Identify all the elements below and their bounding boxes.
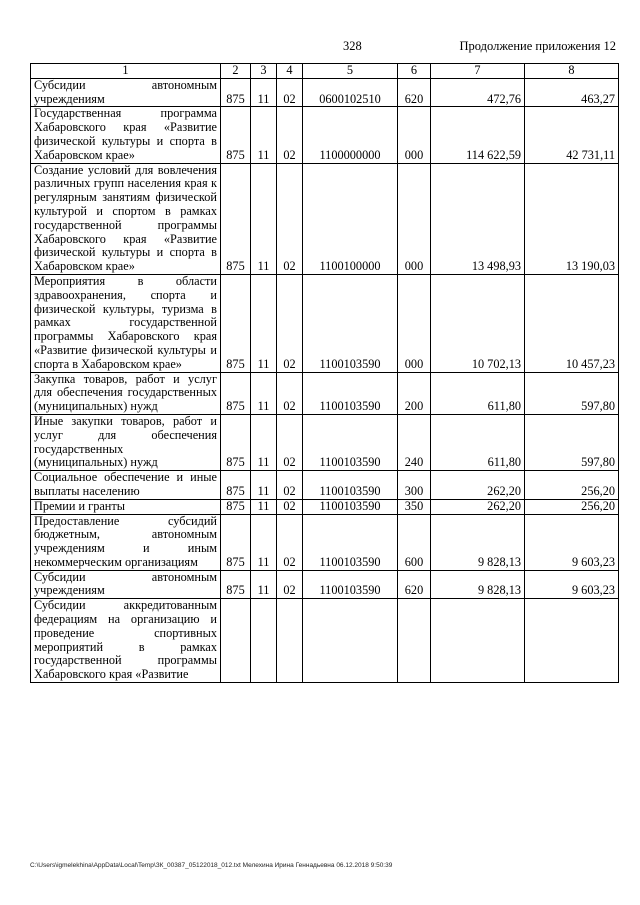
subsection-code: 02 [277,514,303,570]
ministry-code: 875 [221,78,251,107]
section-code: 11 [251,163,277,274]
section-code: 11 [251,570,277,599]
subsection-code: 02 [277,107,303,163]
ministry-code: 875 [221,570,251,599]
amount-year-1: 10 702,13 [431,274,525,372]
expense-type-code: 000 [398,274,431,372]
budget-table [30,63,619,683]
ministry-code: 875 [221,163,251,274]
target-article-code: 1100103590 [303,372,398,414]
amount-year-2: 10 457,23 [525,274,619,372]
amount-year-2: 463,27 [525,78,619,107]
amount-year-2 [525,599,619,683]
table-row [31,599,619,683]
row-description: Государственная программа Хабаровского края «Развитие физической культуры и спорта в Хабаровском крае» [31,107,221,163]
amount-year-1: 262,20 [431,471,525,500]
subsection-code: 02 [277,78,303,107]
table-row [31,372,619,414]
ministry-code: 875 [221,514,251,570]
row-description: Закупка товаров, работ и услуг для обеспечения государственных (муниципальных) нужд [31,372,221,414]
row-description: Социальное обеспечение и иные выплаты населению [31,471,221,500]
ministry-code: 875 [221,414,251,470]
expense-type-code: 200 [398,372,431,414]
table-row [31,78,619,107]
column-header: 7 [431,64,525,79]
amount-year-1: 611,80 [431,372,525,414]
table-row [31,514,619,570]
column-header: 3 [251,64,277,79]
table-row [31,107,619,163]
target-article-code: 1100103590 [303,570,398,599]
header-row [31,64,619,79]
expense-type-code: 350 [398,499,431,514]
amount-year-1: 472,76 [431,78,525,107]
ministry-code: 875 [221,499,251,514]
column-header: 6 [398,64,431,79]
section-code: 11 [251,414,277,470]
amount-year-2: 256,20 [525,471,619,500]
section-code: 11 [251,514,277,570]
row-description: Субсидии автономным учреждениям [31,78,221,107]
section-code: 11 [251,471,277,500]
amount-year-1: 611,80 [431,414,525,470]
row-description: Субсидии аккредитованным федерациям на организацию и проведение спортивных мероприятий в рамках государственной программы Хабаровского края «Развитие [31,599,221,683]
row-description: Субсидии автономным учреждениям [31,570,221,599]
expense-type-code: 000 [398,163,431,274]
expense-type-code: 300 [398,471,431,500]
table-row [31,163,619,274]
section-code: 11 [251,372,277,414]
subsection-code: 02 [277,499,303,514]
target-article-code: 1100103590 [303,414,398,470]
column-header: 5 [303,64,398,79]
amount-year-1 [431,599,525,683]
target-article-code: 1100103590 [303,514,398,570]
ministry-code [221,599,251,683]
target-article-code: 1100103590 [303,499,398,514]
section-code [251,599,277,683]
table-row [31,471,619,500]
file-path-footer: C:\Users\igmelekhina\AppData\Local\Temp\ЗК_00387_05122018_012.txt Мелехина Ирина Геннадьевна 06.12.2018 9:50:39 [30,862,393,869]
column-header: 8 [525,64,619,79]
ministry-code: 875 [221,471,251,500]
subsection-code: 02 [277,372,303,414]
amount-year-2: 9 603,23 [525,514,619,570]
expense-type-code [398,599,431,683]
table-row [31,414,619,470]
column-header: 1 [31,64,221,79]
page-number: 328 [343,39,362,53]
subsection-code: 02 [277,414,303,470]
amount-year-2: 9 603,23 [525,570,619,599]
amount-year-2: 13 190,03 [525,163,619,274]
column-header: 4 [277,64,303,79]
table-row [31,499,619,514]
row-description: Иные закупки товаров, работ и услуг для обеспечения государственных (муниципальных) нужд [31,414,221,470]
amount-year-1: 114 622,59 [431,107,525,163]
amount-year-1: 13 498,93 [431,163,525,274]
ministry-code: 875 [221,107,251,163]
target-article-code: 1100100000 [303,163,398,274]
amount-year-2: 597,80 [525,372,619,414]
expense-type-code: 620 [398,78,431,107]
target-article-code: 1100103590 [303,274,398,372]
expense-type-code: 000 [398,107,431,163]
amount-year-1: 262,20 [431,499,525,514]
amount-year-2: 42 731,11 [525,107,619,163]
target-article-code: 0600102510 [303,78,398,107]
row-description: Предоставление субсидий бюджетным, автономным учреждениям и иным некоммерческим организациям [31,514,221,570]
amount-year-2: 597,80 [525,414,619,470]
table-row [31,570,619,599]
subsection-code: 02 [277,570,303,599]
row-description: Создание условий для вовлечения различных групп населения края к регулярным занятиям физической культурой и спортом в рамках государственной программы Хабаровского края «Развитие физической культуры и спорта в Хабаровском крае» [31,163,221,274]
column-header: 2 [221,64,251,79]
amount-year-1: 9 828,13 [431,514,525,570]
row-description: Премии и гранты [31,499,221,514]
amount-year-1: 9 828,13 [431,570,525,599]
section-code: 11 [251,274,277,372]
section-code: 11 [251,78,277,107]
row-description: Мероприятия в области здравоохранения, спорта и физической культуры, туризма в рамках государственной программы Хабаровского края «Развитие физической культуры и спорта в Хабаровском крае» [31,274,221,372]
continuation-label: Продолжение приложения 12 [459,39,616,53]
subsection-code: 02 [277,471,303,500]
section-code: 11 [251,499,277,514]
target-article-code [303,599,398,683]
target-article-code: 1100103590 [303,471,398,500]
ministry-code: 875 [221,274,251,372]
ministry-code: 875 [221,372,251,414]
expense-type-code: 620 [398,570,431,599]
section-code: 11 [251,107,277,163]
subsection-code [277,599,303,683]
expense-type-code: 240 [398,414,431,470]
amount-year-2: 256,20 [525,499,619,514]
expense-type-code: 600 [398,514,431,570]
table-row [31,274,619,372]
subsection-code: 02 [277,274,303,372]
target-article-code: 1100000000 [303,107,398,163]
subsection-code: 02 [277,163,303,274]
